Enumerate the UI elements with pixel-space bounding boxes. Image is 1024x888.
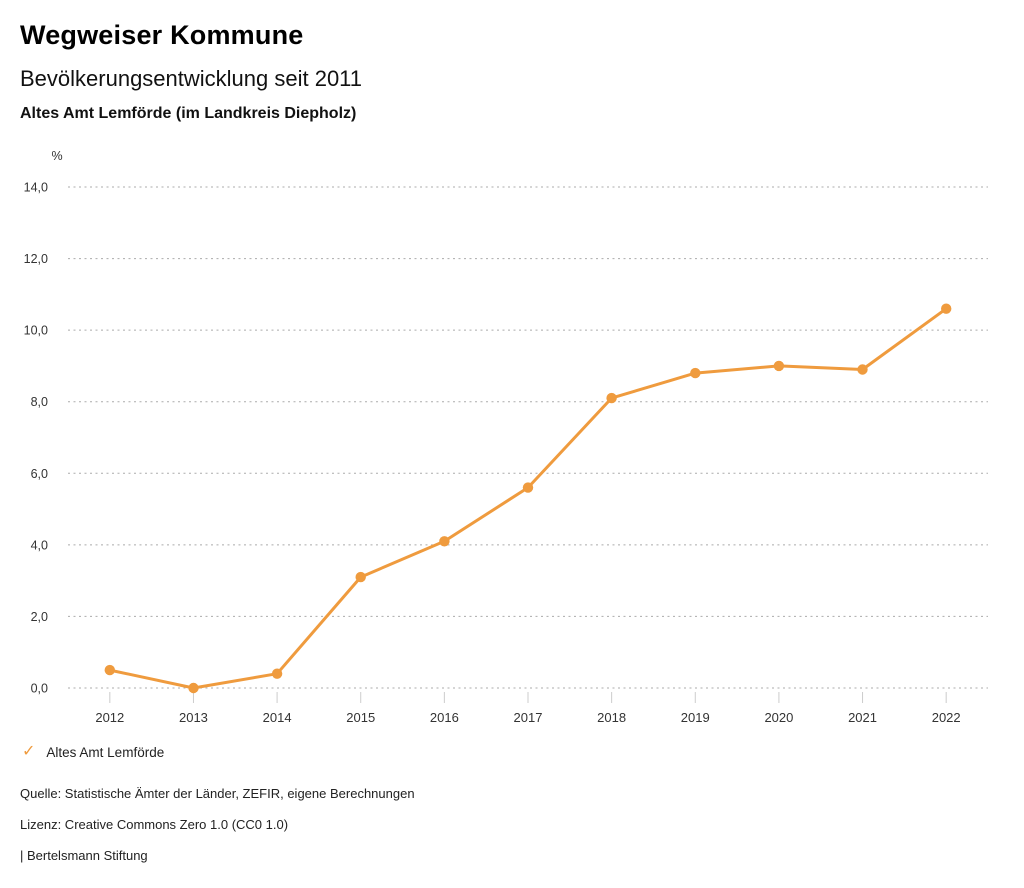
x-axis-label-2016: 2016 (429, 710, 459, 725)
y-axis-tick-label: 12,0 (23, 252, 48, 267)
population-development-line-chart (0, 140, 1024, 740)
source-text: Quelle: Statistische Ämter der Länder, ZEFIR, eigene Berechnungen (20, 786, 415, 801)
license-text: Lizenz: Creative Commons Zero 1.0 (CC0 1.0) (20, 817, 289, 832)
x-axis-label-2019: 2019 (680, 710, 710, 725)
x-axis-label-2014: 2014 (262, 710, 292, 725)
data-point-2020[interactable] (774, 361, 784, 371)
series-line-altes-amt-lemförde (110, 309, 946, 688)
x-axis-label-2017: 2017 (513, 710, 543, 725)
x-axis-label-2018: 2018 (597, 710, 627, 725)
data-point-2015[interactable] (356, 572, 366, 582)
data-point-2021[interactable] (857, 364, 867, 374)
data-point-2013[interactable] (188, 683, 198, 693)
data-point-2017[interactable] (523, 482, 533, 492)
legend-item-altes-amt-lemfoerde[interactable] (22, 744, 164, 760)
data-point-2012[interactable] (105, 665, 115, 675)
page-title: Wegweiser Kommune (20, 20, 304, 50)
attribution-text: | Bertelsmann Stiftung (20, 848, 148, 863)
y-axis-tick-label: 0,0 (30, 681, 48, 696)
data-point-2018[interactable] (606, 393, 616, 403)
x-axis-label-2015: 2015 (346, 710, 376, 725)
x-axis-label-2013: 2013 (178, 710, 208, 725)
chart-title: Bevölkerungsentwicklung seit 2011 (20, 66, 363, 91)
legend-label: Altes Amt Lemförde (46, 744, 165, 760)
y-axis-tick-label: 4,0 (30, 538, 48, 553)
legend-check-icon: ✓ (22, 743, 36, 760)
x-axis-label-2022: 2022 (931, 710, 961, 725)
y-axis-tick-label: 10,0 (23, 323, 48, 338)
data-point-2019[interactable] (690, 368, 700, 378)
y-axis-tick-label: 6,0 (30, 466, 48, 481)
data-point-2014[interactable] (272, 669, 282, 679)
data-point-2022[interactable] (941, 304, 951, 314)
y-axis-tick-label: 14,0 (23, 180, 48, 195)
region-subtitle: Altes Amt Lemförde (im Landkreis Diepholz) (20, 105, 357, 122)
x-axis-label-2021: 2021 (848, 710, 878, 725)
data-point-2016[interactable] (439, 536, 449, 546)
x-axis-label-2020: 2020 (764, 710, 794, 725)
x-axis-label-2012: 2012 (95, 710, 125, 725)
y-axis-unit-label: % (51, 149, 63, 163)
y-axis-tick-label: 8,0 (30, 395, 48, 410)
y-axis-tick-label: 2,0 (30, 609, 48, 624)
